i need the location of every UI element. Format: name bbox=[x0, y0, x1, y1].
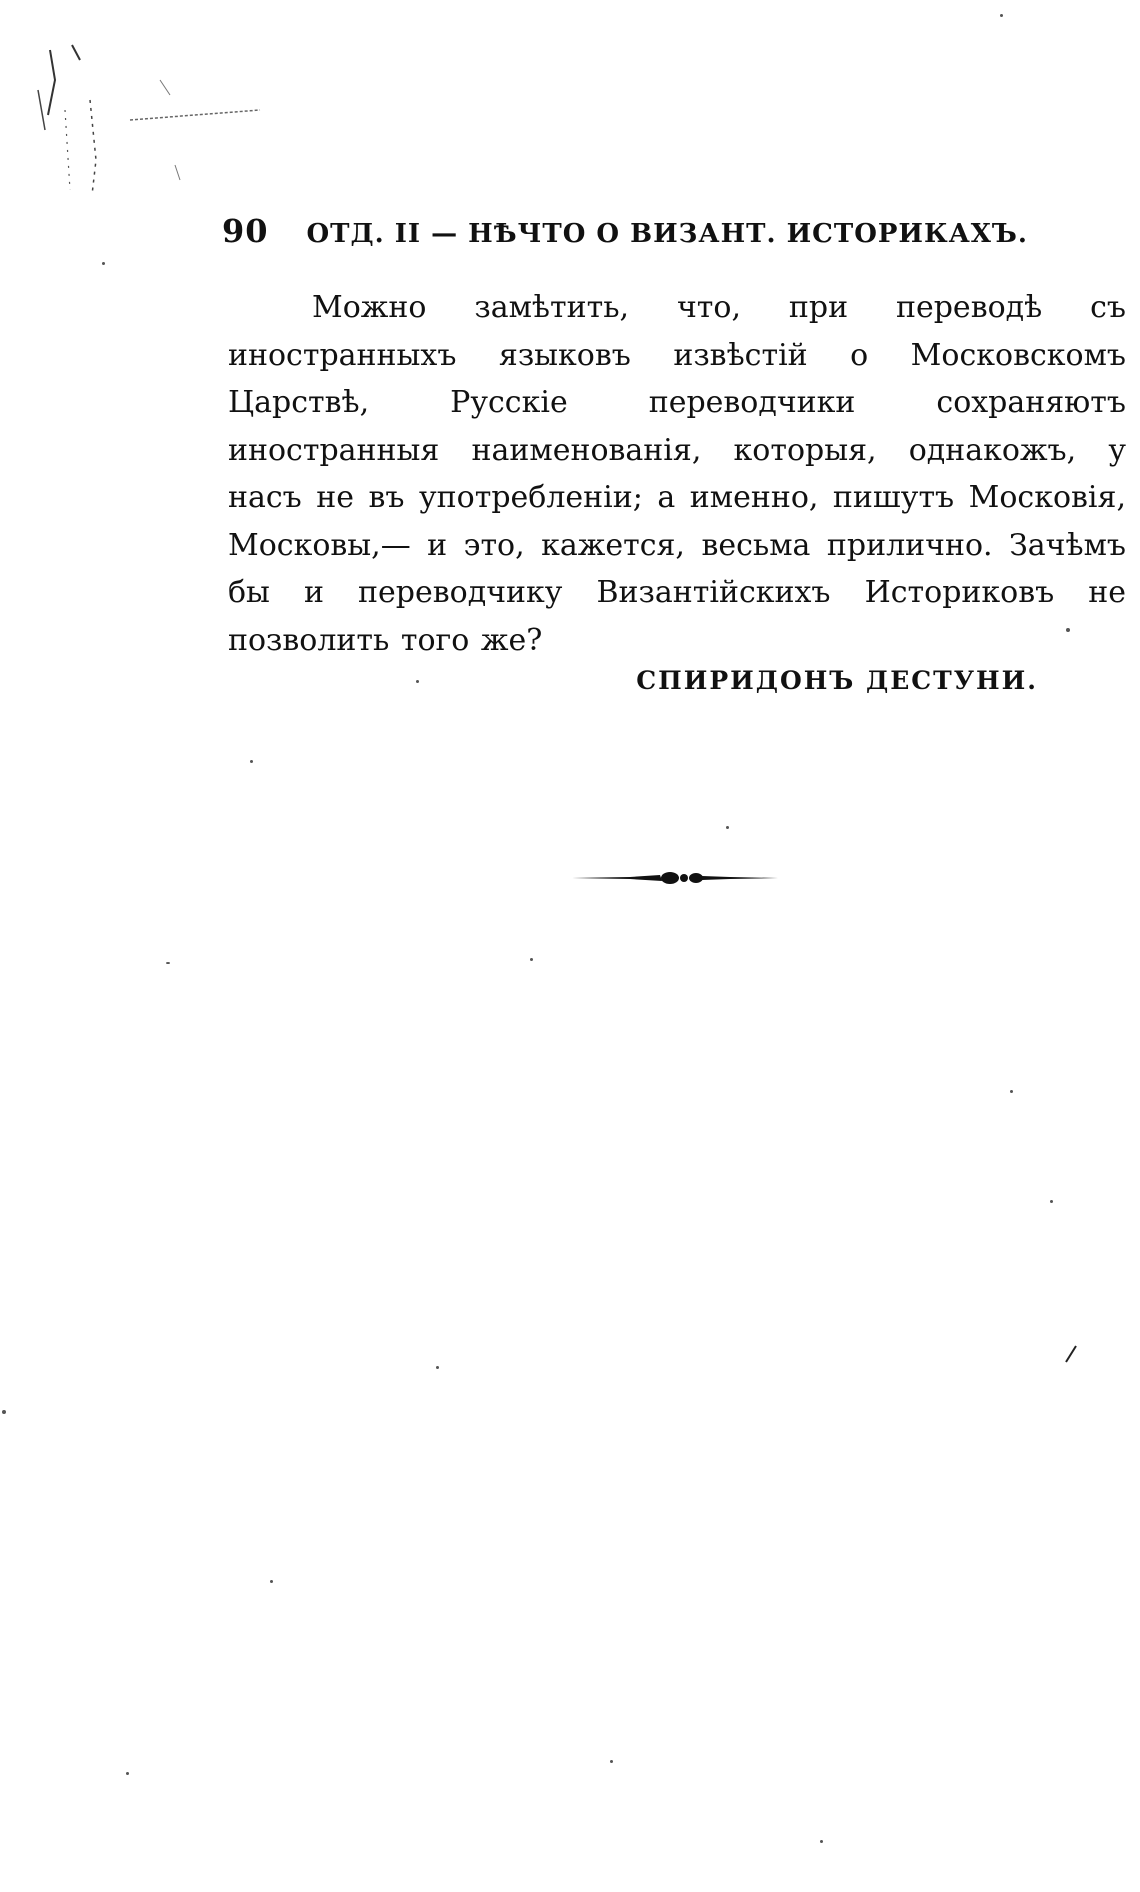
margin-marks-icon bbox=[10, 20, 280, 220]
paper-speck bbox=[610, 1760, 613, 1763]
paper-speck bbox=[1066, 628, 1070, 632]
paper-speck bbox=[726, 826, 729, 829]
stray-mark-icon bbox=[1064, 1344, 1078, 1364]
paper-speck bbox=[250, 760, 253, 763]
paper-speck bbox=[1010, 1090, 1013, 1093]
paper-speck bbox=[530, 958, 533, 961]
page-number: 90 bbox=[222, 212, 269, 250]
paper-speck bbox=[2, 1410, 6, 1414]
paper-speck bbox=[102, 262, 105, 265]
running-header bbox=[222, 212, 1042, 260]
author-signature: СПИРИДОНЪ ДЕСТУНИ. bbox=[636, 666, 1038, 695]
paper-speck bbox=[166, 962, 170, 964]
paper-speck bbox=[126, 1772, 129, 1775]
body-paragraph: Можно замѣтить, что, при переводѣ съ иностранныхъ языковъ извѣстій о Московскомъ Царствѣ, Русскіе переводчики сохраняютъ иностранныя наименованія, которыя, однакожъ, у насъ не въ употребленіи; а именно, пишутъ Московія, Московы,— и это, кажется, весьма прилично. Зачѣмъ бы и переводчику Византійскихъ Историковъ не позволить того же? bbox=[228, 290, 1126, 658]
paper-speck bbox=[270, 1580, 273, 1583]
running-head-title: ОТД. II — НѢЧТО О ВИЗАНТ. ИСТОРИКАХЪ. bbox=[306, 219, 1028, 249]
paper-speck bbox=[820, 1840, 823, 1843]
paper-speck bbox=[1000, 14, 1003, 17]
paper-speck bbox=[416, 680, 419, 683]
tailpiece-ornament-icon bbox=[570, 866, 780, 890]
paper-speck bbox=[1050, 1200, 1053, 1203]
paper-speck bbox=[436, 1366, 439, 1369]
